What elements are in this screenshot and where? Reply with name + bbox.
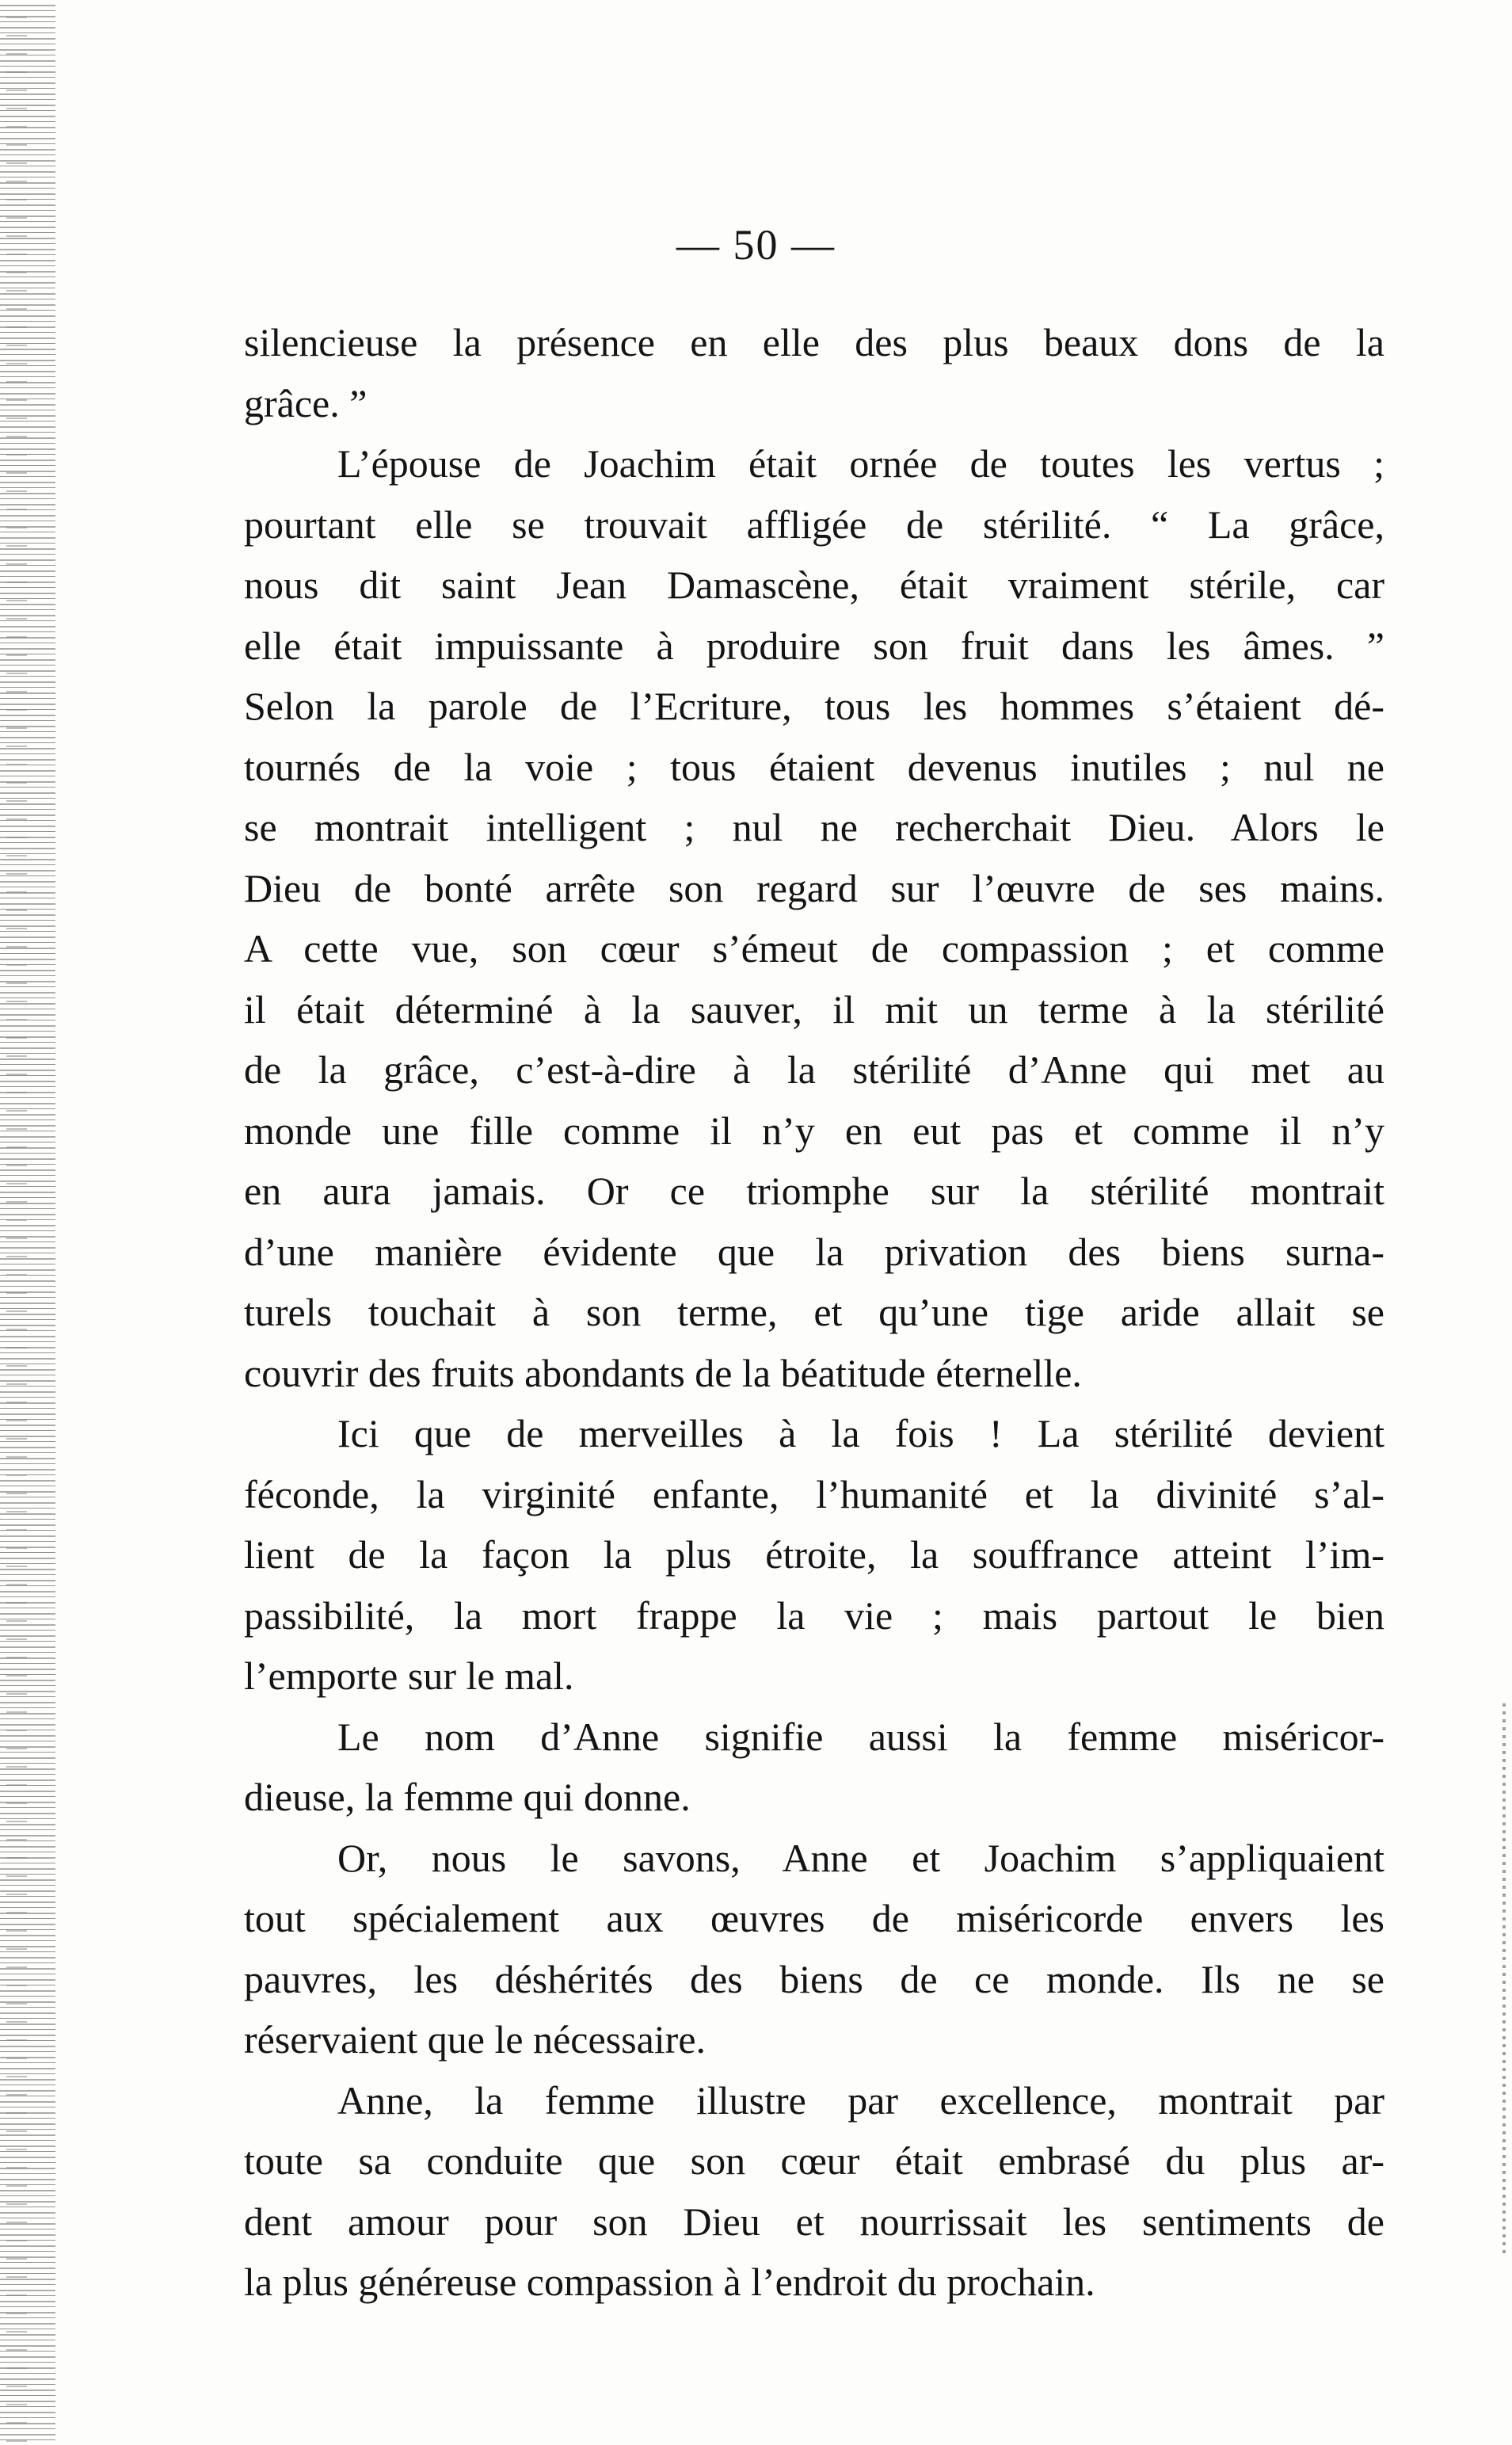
text-line: passibilité, la mort frappe la vie ; mais partout le bien <box>244 1592 1384 1638</box>
text-line: la plus généreuse compassion à l’endroit du prochain. <box>244 2260 1095 2304</box>
text-line: dent amour pour son Dieu et nourrissait les sentiments de <box>244 2199 1384 2244</box>
text-line: il était déterminé à la sauver, il mit un terme à la stérilité <box>244 986 1384 1032</box>
text-line: pauvres, les déshérités des biens de ce monde. Ils ne se <box>244 1956 1384 2001</box>
text-line: Selon la parole de l’Ecriture, tous les hommes s’étaient dé- <box>244 684 1384 728</box>
text-line: L’épouse de Joachim était ornée de toutes les vertus ; <box>337 441 1384 486</box>
text-line: monde une fille comme il n’y en eut pas et comme il n’y <box>244 1108 1384 1153</box>
page-number: — 50 — <box>676 221 836 269</box>
text-line: dieuse, la femme qui donne. <box>244 1775 691 1819</box>
text-line: pourtant elle se trouvait affligée de stérilité. “ La grâce, <box>244 502 1384 547</box>
text-line: se montrait intelligent ; nul ne recherchait Dieu. Alors le <box>244 805 1384 849</box>
text-line: Ici que de merveilles à la fois ! La stérilité devient <box>337 1411 1384 1455</box>
text-line: silencieuse la présence en elle des plus beaux dons de la <box>244 320 1384 364</box>
text-line: tournés de la voie ; tous étaient devenus inutiles ; nul ne <box>244 744 1384 789</box>
text-line: couvrir des fruits abondants de la béatitude éternelle. <box>244 1350 1082 1395</box>
text-line: nous dit saint Jean Damascène, était vraiment stérile, car <box>244 563 1384 607</box>
text-line: grâce. ” <box>244 380 368 425</box>
text-line: de la grâce, c’est-à-dire à la stérilité d’Anne qui met au <box>244 1047 1384 1092</box>
body-text <box>244 312 1384 2313</box>
text-line: A cette vue, son cœur s’émeut de compassion ; et comme <box>244 926 1384 971</box>
text-line: Anne, la femme illustre par excellence, montrait par <box>337 2077 1384 2123</box>
text-line: elle était impuissante à produire son fruit dans les âmes. ” <box>244 623 1384 668</box>
text-line: tout spécialement aux œuvres de miséricorde envers les <box>244 1896 1384 1940</box>
text-line: d’une manière évidente que la privation des biens surna- <box>244 1229 1384 1274</box>
text-line: l’emporte sur le mal. <box>244 1654 574 1698</box>
text-line: toute sa conduite que son cœur était embrasé du plus ar- <box>244 2138 1384 2183</box>
text-line: féconde, la virginité enfante, l’humanité et la divinité s’al- <box>244 1471 1384 1516</box>
right-edge-mark <box>1502 1703 1506 2258</box>
text-line: lient de la façon la plus étroite, la souffrance atteint l’im- <box>244 1532 1384 1577</box>
text-line: en aura jamais. Or ce triomphe sur la stérilité montrait <box>244 1169 1384 1213</box>
text-line: Dieu de bonté arrête son regard sur l’œuvre de ses mains. <box>244 865 1384 910</box>
text-line: Or, nous le savons, Anne et Joachim s’appliquaient <box>337 1835 1384 1880</box>
binding-edge-shadow <box>0 0 55 2445</box>
text-line: turels touchait à son terme, et qu’une tige aride allait se <box>244 1290 1384 1334</box>
text-line: réservaient que le nécessaire. <box>244 2017 706 2062</box>
text-line: Le nom d’Anne signifie aussi la femme miséricor- <box>337 1714 1384 1759</box>
